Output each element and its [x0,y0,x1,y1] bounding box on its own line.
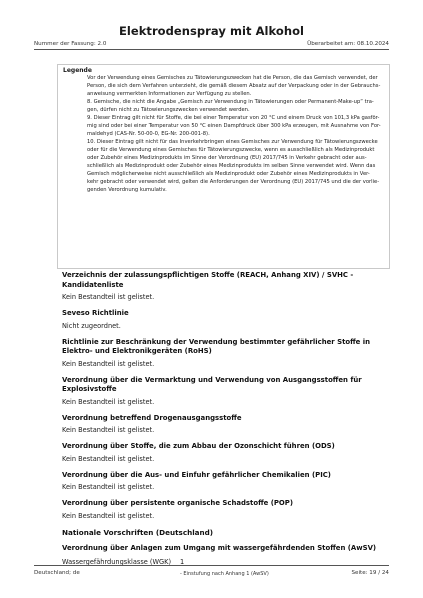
footer-page-number: Seite: 19 / 24 [351,570,389,576]
awsv-heading: Verordnung über Anlagen zum Umgang mit wassergefährdenden Stoffen (AwSV) [62,544,377,552]
section-seveso [62,309,392,331]
wgk-note: - Einstufung nach Anhang 1 (AwSV) [180,570,269,577]
revision-date: Überarbeitet am: 08.10.2024 [307,41,389,47]
section-text: Kein Bestandteil ist gelistet. [62,293,155,301]
section-ods [62,442,392,464]
section-heading: Nationale Vorschriften (Deutschland) [62,527,214,537]
legend-title: Legende [63,67,92,74]
section-heading: Seveso Richtlinie [62,309,129,317]
section-heading: Richtlinie zur Beschränkung der Verwendung bestimmter gefährlicher Stoffe in Elektro- und Elektronikgeräten (RoHS) [62,337,371,355]
document-title: Elektrodenspray mit Alkohol [118,24,305,38]
legend-line: maldehyd (CAS-Nr. 50-00-0, EG-Nr. 200-001-8). [87,130,210,137]
section-heading: Verzeichnis der zulassungspflichtigen Stoffe (REACH, Anhang XIV) / SVHC - Kandidatenliste [62,271,354,289]
section-heading: Verordnung über persistente organische Schadstoffe (POP) [62,499,293,507]
legend-line: 8. Gemische, die nicht die Angabe „Gemisch zur Verwendung in Tätowierungen oder Permanent-Make-up“ tra- [87,98,374,105]
wgk-value: 1 [180,557,185,566]
section-heading: Verordnung über die Aus- und Einfuhr gefährlicher Chemikalien (PIC) [62,470,331,479]
legend-line: gen, dürfen nicht zu Tätowierungszwecken verwendet werden. [87,106,250,113]
section-text: Kein Bestandteil ist gelistet. [62,511,155,520]
legend-line: kehr gebracht oder verwendet wird, gelten die Anforderungen der Verordnung (EU) 2017/745 und die der vorlie- [87,178,380,185]
legend-line: Person, die sich dem Verfahren unterzieht, die gemäß diesem Absatz auf der Verpackung oder in der Gebrauchs- [87,82,381,89]
section-pic [62,471,392,493]
section-pop [62,499,392,521]
footer-country: Deutschland; de [34,570,80,576]
wgk-row [62,558,392,588]
legend-line: 9. Dieser Eintrag gilt nicht für Stoffe, die bei einer Temperatur von 20 °C und einem Druck von 101,3 kPa gasför- [87,114,380,121]
section-text: Kein Bestandteil ist gelistet. [62,359,155,368]
legend-line: oder Zubehör eines Medizinprodukts im Sinne der Verordnung (EU) 2017/745 in Verkehr gebracht oder aus- [87,154,367,161]
legend-line: mig sind oder bei einer Temperatur von 50 °C einen Dampfdruck über 300 kPa erzeugen, mit Ausnahme von For- [87,122,381,129]
section-heading: Verordnung betreffend Drogenausgangsstoffe [62,413,242,422]
section-national [62,528,392,588]
legend-line: Vor der Verwendung eines Gemisches zu Tätowierungszwecken hat die Person, die das Gemisch verwendet, der [87,75,378,81]
section-text: Kein Bestandteil ist gelistet. [62,426,155,434]
legend-line: genden Verordnung kumulativ. [87,186,167,193]
wgk-label: Wassergefährdungsklasse (WGK) [62,557,172,566]
legend-line: anweisung vermerkten Informationen zur Verfügung zu stellen. [87,90,252,97]
legend-line: 10. Dieser Eintrag gilt nicht für das Inverkehrbringen eines Gemisches zur Verwendung für Tätowierungszwecke [87,138,378,145]
regulatory-content [62,271,392,588]
section-text: Kein Bestandteil ist gelistet. [62,454,155,463]
version-number: Nummer der Fassung: 2.0 [34,41,107,47]
footer-divider [34,565,389,566]
section-text: Kein Bestandteil ist gelistet. [62,483,155,491]
section-text: Nicht zugeordnet. [62,321,121,330]
section-text: Kein Bestandteil ist gelistet. [62,397,155,406]
section-explosives [62,376,392,407]
legend-line: oder für die Verwendung eines Gemisches für Tätowierungszwecke, wenn es ausschließlich als Medizinprodukt [87,146,375,153]
header-divider [34,49,389,50]
legend-text [87,75,386,195]
legend-line: Gemisch möglicherweise nicht ausschließlich als Medizinprodukt oder Zubehör eines Medizinprodukts in Ver- [87,170,370,177]
section-heading: Verordnung über Stoffe, die zum Abbau der Ozonschicht führen (ODS) [62,442,335,450]
section-svhc [62,271,392,302]
section-drug-precursors [62,414,392,436]
section-heading: Verordnung über die Vermarktung und Verwendung von Ausgangsstoffen für Explosivstoffe [62,375,362,393]
section-rohs [62,338,392,369]
legend-line: schließlich als Medizinprodukt oder Zubehör eines Medizinprodukts im selben Sinne verwendet wird. Wenn das [87,162,376,169]
